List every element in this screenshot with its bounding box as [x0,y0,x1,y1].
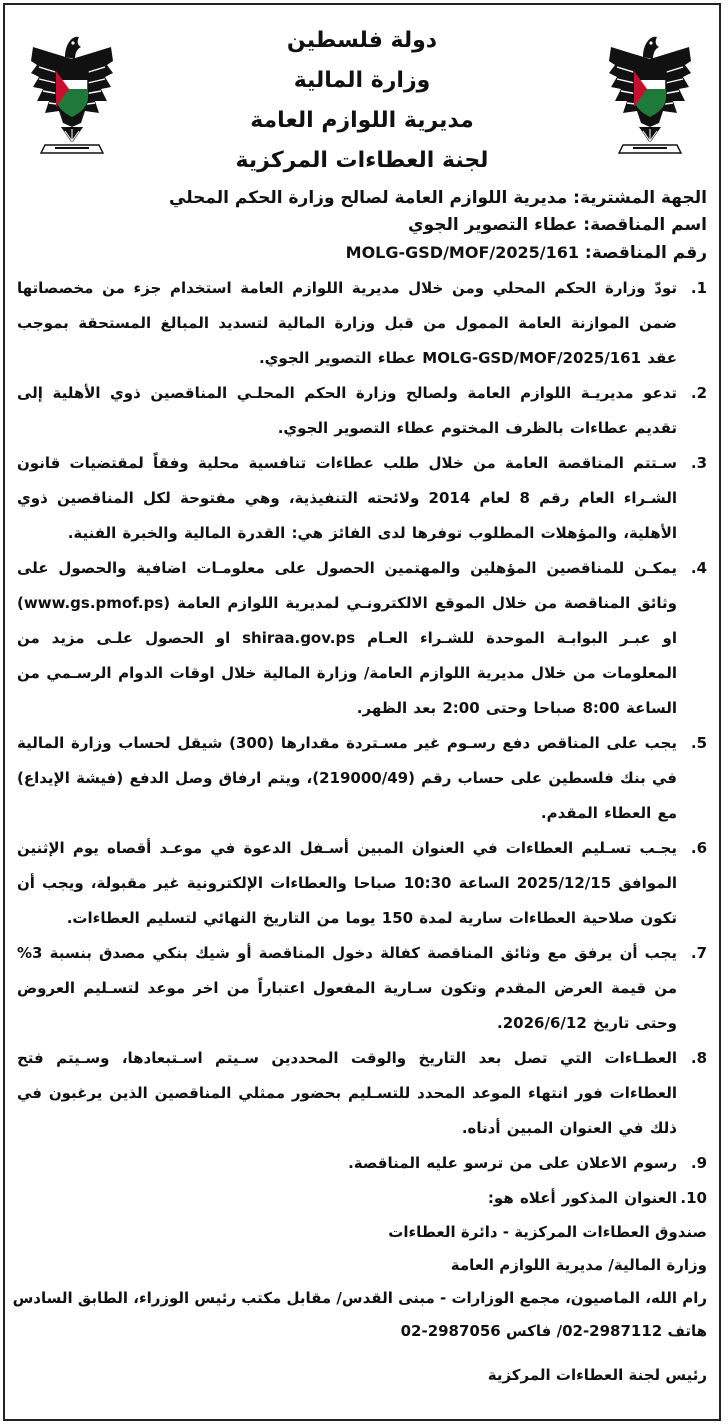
item-text: العطـاءات التي تصل بعد التاريخ والوقت المحددين سـيتم اسـتبعادها، وسـيتم فتح العطاءات فور انتهاء الموعد المحدد للتسـليم بحضور ممثلي المناقصين الذين يرغبون في ذلك في العنوان المبين أدناه. [17,1049,677,1137]
item-number: 4. [690,559,707,577]
terms-list [17,271,707,1216]
list-item [17,446,707,551]
directorate-name: مديرية اللوازم العامة [250,108,474,133]
tender-number-label: رقم المناقصة: [584,243,707,263]
signature: رئيس لجنة العطاءات المركزية [487,1366,707,1384]
item-text: رسوم الاعلان على من ترسو عليه المناقصة. [348,1154,677,1172]
announcement-body [12,185,707,1390]
letterhead [125,21,599,181]
item-number: 2. [690,384,707,402]
item-number: 8. [690,1049,707,1067]
address-line: رام الله، الماصيون، مجمع الوزارات - مبنى القدس/ مقابل مكتب رئيس الوزراء، الطابق السادس [12,1289,707,1307]
item-text: يجب أن يرفق مع وثائق المناقصة كفالة دخول المناقصة أو شيك بنكي مصدق بنسبة 3% من قيمة العرض المقدم وتكون سـارية المفعول اعتباراً من اخر موعد لتسـليم العروض وحتى تاريخ 2026/6/12. [17,944,677,1032]
address-block [12,1216,707,1348]
tender-name-label: اسم المناقصة: [583,215,707,235]
tender-name-value: عطاء التصوير الجوي [408,215,578,235]
item-text: العنوان المذكور أعلاه هو: [487,1189,677,1207]
item-number: 3. [690,454,707,472]
list-item [17,1146,707,1181]
list-item [17,831,707,936]
buyer-label: الجهة المشترية: [573,188,707,208]
item-text: يمكـن للمناقصين المؤهلين والمهتمين الحصول على معلومـات اضافية والحصول على وثائق المناقصة من خلال الموقع الالكترونـي لمديرية اللوازم العامة (www.gs.pmof.ps) او عبـر البوابـة الموحدة للشـراء العـام shiraa.gov.ps او الحصول علـى مزيد من المعلومات من خلال مديرية اللوازم العامة/ وزارة المالية خلال اوقات الدوام الرسـمي من الساعة 8:00 صباحا وحتى 2:00 بعد الظهر. [17,559,677,717]
item-number: 6. [690,839,707,857]
address-line: صندوق العطاءات المركزية - دائرة العطاءات [388,1223,707,1241]
item-number: 10. [680,1189,707,1207]
list-item [17,551,707,726]
item-number: 9. [690,1154,707,1172]
buyer-line [17,185,707,212]
list-item [17,376,707,446]
item-text: يجـب تسـليم العطاءات في العنوان المبين أسـفل الدعوة في موعـد أقصاه يوم الإثنين الموافق 2025/12/15 الساعة 10:30 صباحا والعطاءات الإلكترونية غير مقبولة، ويجب أن تكون صلاحية العطاءات سارية لمدة 150 يوما من التاريخ النهائي لتسليم العطاءات. [17,839,677,927]
item-text: يجب على المناقص دفع رسـوم غير مسـتردة مقدارها (300) شيقل لحساب وزارة المالية في بنك فلسطين على حساب رقم (219000/49)، ويتم ارفاق وصل الدفع (فيشة الإيداع) مع العطاء المقدم. [17,734,677,822]
state-name: دولة فلسطين [286,28,438,53]
contact-line: هاتف 2987112-02/ فاكس 2987056-02 [400,1322,707,1340]
item-number: 5. [690,734,707,752]
palestine-eagle-emblem-right [603,27,697,163]
item-text: تدعو مديريـة اللوازم العامة ولصالح وزارة الحكم المحلـي المناقصين ذوي الأهلية إلى تقديم عطاءات بالظرف المختوم عطاء التصوير الجوي. [17,384,677,437]
list-item [17,271,707,376]
item-number: 7. [690,944,707,962]
item-number: 1. [690,279,707,297]
list-item [17,726,707,831]
emblem-scroll [41,145,103,153]
list-item [17,1181,707,1216]
address-line: وزارة المالية/ مديرية اللوازم العامة [450,1256,707,1274]
item-text: سـتتم المناقصة العامة من خلال طلب عطاءات تنافسية محلية وفقاً لمقتضيات قانون الشـراء العام رقم 8 لعام 2014 ولائحته التنفيذية، وهي مفتوحة لكل المناقصين ذوي الأهلية، والمؤهلات المطلوب توفرها لدى الفائز هي: القدرة المالية والخبرة الفنية. [17,454,678,542]
list-item [17,936,707,1041]
tender-announcement [3,3,721,1421]
list-item [17,1041,707,1146]
buyer-value: مديرية اللوازم العامة لصالح وزارة الحكم المحلي [169,188,568,208]
committee-name: لجنة العطاءات المركزية [235,148,489,173]
ministry-name: وزارة المالية [293,68,431,93]
tender-number-value: MOLG-GSD/MOF/2025/161 [345,243,579,262]
emblem-scroll [619,145,681,153]
item-text: تودّ وزارة الحكم المحلي ومن خلال مديرية اللوازم العامة استخدام جزء من مخصصاتها ضمن الموازنة العامة الممول من قبل وزارة المالية لتسديد المبالغ المستحقة بموجب عقد MOLG-GSD/MOF/2025/161 عطاء التصوير الجوي. [17,279,677,367]
palestine-eagle-emblem-left [25,27,119,163]
tender-name-line [17,212,707,239]
tender-number-line [17,239,707,267]
